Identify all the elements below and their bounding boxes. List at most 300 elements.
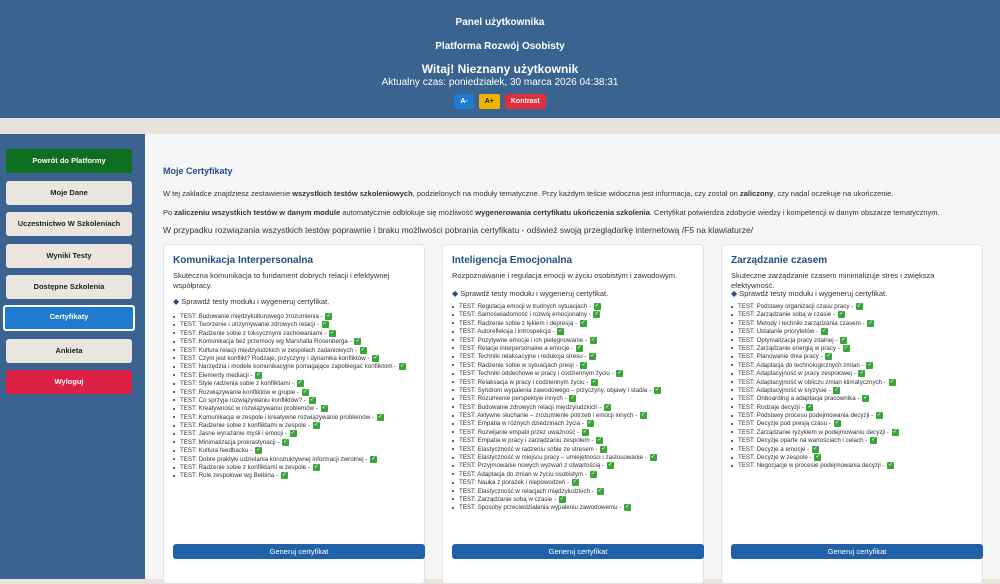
passed-check-icon: ✓ [826,353,832,360]
test-list-item [452,437,661,445]
test-name: TEST: Tworzenie i utrzymywanie zdrowych relacji - [180,321,319,329]
test-name: TEST: Kultura feedbacku - [180,447,253,455]
test-name: TEST: Zarządzanie energią w pracy - [738,345,840,353]
test-name: TEST: Techniki relaksacyjne i redukcja stresu - [459,353,587,361]
test-list-item [452,504,661,512]
passed-check-icon: ✓ [582,428,588,435]
test-list-item [731,420,899,428]
passed-check-icon: ✓ [888,462,894,469]
passed-check-icon: ✓ [838,311,844,318]
bullet-icon [452,381,454,383]
test-name: TEST: Rodzaje decyzji - [738,403,804,411]
card-description: Skuteczna komunikacja to fundament dobrych relacji i efektywnej współpracy. [173,271,390,290]
passed-check-icon: ✓ [843,344,849,351]
intro2-text-d: wygenerowania certyfikatu ukończenia szkolenia [475,208,650,217]
bullet-icon [173,391,175,393]
test-name: TEST: Pozytywne emocje i ich pielęgnowanie - [459,336,587,344]
test-name: TEST: Elementy mediacji - [180,371,253,379]
test-name: TEST: Samoświadomość i rozwój emocjonalny - [459,311,591,319]
passed-check-icon: ✓ [807,403,813,410]
bullet-icon [452,398,454,400]
test-name: TEST: Aktywne słuchanie – zrozumienie potrzeb i emocji innych - [459,412,638,420]
passed-check-icon: ✓ [290,430,296,437]
bullet-icon [173,383,175,385]
intro2-text-a: Po [163,208,175,217]
test-list-item [173,422,406,430]
generate-certificate-button[interactable]: Generuj certyfikat [731,544,983,559]
bullet-icon [452,457,454,459]
check-tests-label [731,289,887,298]
passed-check-icon: ✓ [590,353,596,360]
test-name: TEST: Kultura relacji międzyludzkich w zespołach zadaniowych - [180,346,357,354]
passed-check-icon: ✓ [597,437,603,444]
test-list-item [452,462,661,470]
passed-check-icon: ✓ [594,303,600,309]
test-list-item [173,330,406,338]
passed-check-icon: ✓ [360,346,366,353]
passed-check-icon: ✓ [605,403,611,410]
test-name: TEST: Adaptacja do zmian w życiu osobistym - [459,470,587,478]
passed-check-icon: ✓ [640,412,646,419]
bullet-icon [452,322,454,324]
test-name: TEST: Negocjacje w procesie podejmowania decyzji - [738,462,885,470]
bullet-icon [731,406,733,408]
bullet-icon [452,406,454,408]
test-list-item [173,456,406,464]
test-name: TEST: Dobre praktyki udzielania konstruktywnej informacji zwrotnej - [180,455,368,463]
bullet-icon [173,399,175,401]
bullet-icon [173,475,175,477]
test-name: TEST: Rozwijanie empatii przez uważność - [459,429,580,436]
diamond-icon: ◆ [731,289,738,298]
bullet-icon [731,381,733,383]
bullet-icon [173,366,175,368]
test-name: TEST: Syndrom wypalenia zawodowego – przyczyny, objawy i stadia - [459,387,652,395]
test-name: TEST: Budowanie międzykulturowego zrozumienia - [180,313,323,321]
nav-certificates-button[interactable]: Certyfikaty [3,305,135,331]
passed-check-icon: ✓ [597,487,603,494]
passed-check-icon: ✓ [889,378,895,385]
passed-check-icon: ✓ [590,336,596,343]
test-list-item [731,446,899,454]
bullet-icon [452,507,454,509]
test-list-item [452,328,661,336]
test-name: TEST: Radzenie sobie w sytuacjach presji - [459,361,578,369]
test-list-item [452,496,661,504]
contrast-button[interactable]: Kontrast [505,94,546,109]
diamond-icon: ◆ [173,297,180,306]
bullet-icon [452,482,454,484]
test-name: TEST: Minimalizacja prokrastynacji - [180,439,280,446]
bullet-icon [173,467,175,469]
test-name: TEST: Komunikacja w zespole i kreatywne rozwiązywanie problemów - [180,413,374,421]
panel-title: Panel użytkownika [455,17,545,28]
test-name: TEST: Relaksacja w pracy i codziennym życiu - [459,378,589,386]
test-list-item [452,362,661,370]
bullet-icon [452,448,454,450]
passed-check-icon: ✓ [590,470,596,477]
test-name: TEST: Techniki oddechowe w pracy i codziennym życiu - [459,370,614,378]
bullet-icon [173,374,175,376]
test-list-item [452,370,661,378]
test-list [731,303,899,471]
check-tests-text: Sprawdź testy modułu i wygeneruj certyfikat. [181,297,330,306]
passed-check-icon: ✓ [255,447,261,454]
test-list-item [173,355,406,363]
test-list-item [731,345,899,353]
bullet-icon [173,441,175,443]
passed-check-icon: ✓ [580,319,586,326]
passed-check-icon: ✓ [876,412,882,419]
intro1-text-b: wszystkich testów szkoleniowych [292,189,413,198]
separator-band [0,118,1000,134]
passed-check-icon: ✓ [863,395,869,402]
bullet-icon [452,415,454,417]
check-tests-label [452,289,608,298]
passed-check-icon: ✓ [834,386,840,393]
passed-check-icon: ✓ [373,354,379,361]
bullet-icon [731,389,733,391]
bullet-icon [731,440,733,442]
test-list-item [173,347,406,355]
test-list-item [452,311,661,319]
passed-check-icon: ✓ [400,363,406,370]
bullet-icon [452,490,454,492]
bullet-icon [452,306,454,308]
bullet-icon [173,425,175,427]
passed-check-icon: ✓ [856,303,862,309]
intro2-text-e: . Certyfikat potwierdza zdobycie wiedzy i kompetencji w danym obszarze tematycznym. [649,208,940,217]
bullet-icon [173,349,175,351]
test-list-item [173,464,406,472]
passed-check-icon: ✓ [283,438,289,445]
test-list-item [173,389,406,397]
test-name: TEST: Co sprzyja rozwiązywaniu konfliktów? - [180,397,306,405]
passed-check-icon: ✓ [607,462,613,469]
passed-check-icon: ✓ [654,386,660,393]
passed-check-icon: ✓ [313,464,319,471]
passed-check-icon: ✓ [355,338,361,345]
test-list-item [452,379,661,387]
refresh-note: W przypadku rozwiązania wszystkich testów poprawnie i braku możliwości pobrania certyfikatu - odśwież swoją przeglądarkę internetową /F5 na klawiaturze/ [163,225,754,235]
intro2-text-b: zaliczeniu wszystkich testów w danym module [174,208,341,217]
bullet-icon [452,440,454,442]
bullet-icon [452,314,454,316]
test-name: TEST: Rozwiązywanie konfliktów w grupie - [180,388,299,396]
bullet-icon [173,416,175,418]
bullet-icon [731,415,733,417]
passed-check-icon: ✓ [859,370,865,377]
intro1-text-d: zaliczony [739,189,774,198]
test-list-item [731,395,899,403]
passed-check-icon: ✓ [377,413,383,420]
test-list-item [452,353,661,361]
test-name: TEST: Decyzje pod presją czasu - [738,420,831,428]
passed-check-icon: ✓ [812,445,818,452]
test-list-item [173,313,406,321]
test-name: TEST: Metody i techniki zarządzania czasem - [738,319,865,327]
passed-check-icon: ✓ [834,420,840,427]
test-name: TEST: Planowanie dnia pracy - [738,353,823,361]
intro2-text-c: automatycznie odblokuje się możliwość [340,208,476,217]
test-list-item [173,397,406,405]
test-list-item [731,303,899,311]
certificate-card [721,244,983,584]
bullet-icon [173,433,175,435]
test-name: TEST: Optymalizacja pracy zdalnej - [738,336,838,344]
test-list-item [173,338,406,346]
bullet-icon [731,423,733,425]
bullet-icon [173,332,175,334]
passed-check-icon: ✓ [326,313,332,319]
generate-certificate-button[interactable]: Generuj certyfikat [452,544,704,559]
bullet-icon [452,423,454,425]
test-name: TEST: Radzenie sobie z konfliktami w zespole - [180,464,310,472]
bullet-icon [173,316,175,318]
passed-check-icon: ✓ [321,405,327,412]
welcome-heading: Witaj! Nieznany użytkownik [421,62,579,76]
test-name: TEST: Zarządzanie ryzykiem w podejmowaniu decyzji - [738,429,889,436]
bullet-icon [731,322,733,324]
test-list-item [452,395,661,403]
passed-check-icon: ✓ [650,454,656,461]
passed-check-icon: ✓ [581,361,587,368]
test-name: TEST: Elastyczność w miejscu pracy – umiejętności i zastosowanie - [459,454,647,462]
test-list-item [452,303,661,311]
card-title: Komunikacja Interpersonalna [173,255,314,266]
test-list-item [731,412,899,420]
intro-paragraph-2 [163,208,940,217]
test-list-item [452,488,661,496]
passed-check-icon: ✓ [841,336,847,343]
nav-available-trainings-button[interactable]: Dostępne Szkolenia [6,275,132,299]
check-tests-label [173,297,329,306]
bullet-icon [452,356,454,358]
test-list-item [452,345,661,353]
test-list-item [731,437,899,445]
test-list [173,313,406,481]
passed-check-icon: ✓ [281,472,287,479]
sidebar [0,134,145,579]
bullet-icon [173,341,175,343]
test-name: TEST: Jasne wyrażanie myśli i emocji - [180,430,287,438]
check-tests-text: Sprawdź testy modułu i wygeneruj certyfikat. [739,289,888,298]
card-title: Inteligencja Emocjonalna [452,255,573,266]
test-name: TEST: Adaptacyjność w pracy zespołowej - [738,370,856,378]
bullet-icon [731,339,733,341]
bullet-icon [173,458,175,460]
bullet-icon [731,398,733,400]
generate-certificate-button[interactable]: Generuj certyfikat [173,544,425,559]
intro1-text-a: W tej zakładce znajdziesz zestawienie [163,189,293,198]
font-increase-button[interactable]: A+ [479,94,500,109]
passed-check-icon: ✓ [302,388,308,395]
passed-check-icon: ✓ [297,380,303,387]
test-list-item [173,430,406,438]
passed-check-icon: ✓ [572,479,578,486]
logout-button[interactable]: Wyloguj [6,370,132,394]
test-list-item [452,479,661,487]
nav-training-participation-button[interactable]: Uczestnictwo W Szkoleniach [6,212,132,236]
bullet-icon [452,431,454,433]
passed-check-icon: ✓ [892,428,898,435]
bullet-icon [452,347,454,349]
passed-check-icon: ✓ [871,437,877,444]
diamond-icon: ◆ [452,289,459,298]
test-name: TEST: Autorefleksja i introspekcja - [459,328,555,336]
test-name: TEST: Empatia w pracy i zarządzaniu zespołem - [459,437,594,445]
bullet-icon [452,373,454,375]
certificate-card [163,244,425,584]
test-name: TEST: Elastyczność w radzeniu sobie ze stresem - [459,445,598,453]
bullet-icon [731,306,733,308]
test-name: TEST: Ustalanie priorytetów - [738,328,819,336]
test-list-item [731,320,899,328]
test-list-item [452,446,661,454]
page-title: Moje Certyfikaty [163,166,233,176]
test-name: TEST: Budowanie zdrowych relacji międzyludzkich - [459,403,602,411]
test-list-item [173,447,406,455]
bullet-icon [173,450,175,452]
test-list-item [452,471,661,479]
bullet-icon [731,448,733,450]
platform-title: Platforma Rozwój Osobisty [435,41,565,52]
test-name: TEST: Podstawy procesu podejmowania decyzji - [738,412,874,420]
test-name: TEST: Role zespołowe wg Belbina - [180,472,279,480]
intro1-text-c: , podzielonych na moduły tematyczne. Przy każdym teście widoczna jest informacja, czy został on [412,189,740,198]
test-list-item [731,429,899,437]
bullet-icon [452,389,454,391]
test-name: TEST: Radzenie sobie z toksycznymi zachowaniami - [180,329,327,337]
passed-check-icon: ✓ [867,361,873,368]
test-name: TEST: Decyzje oparte na wartościach i celach - [738,437,868,445]
test-list [452,303,661,513]
bullet-icon [452,364,454,366]
test-list-item [731,387,899,395]
passed-check-icon: ✓ [570,395,576,402]
bullet-icon [173,408,175,410]
passed-check-icon: ✓ [587,420,593,427]
test-name: TEST: Zarządzanie sobą w czasie - [459,496,556,504]
card-description: Rozpoznawanie i regulacja emocji w życiu osobistym i zawodowym. [452,271,678,280]
test-name: TEST: Adaptacyjność w obliczu zmian klimatycznych - [738,378,886,386]
test-list-item [173,439,406,447]
test-list-item [731,454,899,462]
passed-check-icon: ✓ [322,321,328,328]
test-list-item [452,337,661,345]
test-name: TEST: Narzędzia i modele komunikacyjne pomagające zapobiegać konfliktom - [180,363,397,371]
nav-my-data-button[interactable]: Moje Dane [6,181,132,205]
certificate-card [442,244,704,584]
test-list-item [173,363,406,371]
test-name: TEST: Podstawy organizacji czasu pracy - [738,303,854,311]
test-list-item [452,412,661,420]
intro1-text-e: , czy nadal oczekuje na ukończenie. [773,189,894,198]
card-description: Skuteczne zarządzanie czasem minimalizuje stres i zwiększa efektywność. [731,271,935,290]
check-tests-text: Sprawdź testy modułu i wygeneruj certyfikat. [460,289,609,298]
passed-check-icon: ✓ [868,319,874,326]
passed-check-icon: ✓ [576,344,582,351]
bullet-icon [731,331,733,333]
intro-paragraph-1 [163,189,893,198]
bullet-icon [452,339,454,341]
test-name: TEST: Empatia w różnych dziedzinach życia - [459,420,584,428]
bullet-icon [173,324,175,326]
header [0,0,1000,118]
bullet-icon [731,356,733,358]
test-list-item [173,372,406,380]
bullet-icon [731,347,733,349]
test-name: TEST: Regulacja emocji w trudnych sytuacjach - [459,303,592,311]
test-name: TEST: Czym jest konflikt? Rodzaje, przyczyny i dynamika konfliktów - [180,355,370,363]
test-list-item [731,404,899,412]
nav-back-to-platform-button[interactable]: Powrót do Platformy [6,149,132,173]
bullet-icon [731,364,733,366]
bullet-icon [452,465,454,467]
passed-check-icon: ✓ [559,495,565,502]
passed-check-icon: ✓ [371,455,377,462]
test-list-item [173,405,406,413]
test-list-item [452,404,661,412]
passed-check-icon: ✓ [309,396,315,403]
passed-check-icon: ✓ [601,445,607,452]
test-list-item [173,380,406,388]
passed-check-icon: ✓ [815,454,821,461]
passed-check-icon: ✓ [256,371,262,378]
test-name: TEST: Kreatywność w rozwiązywaniu problemów - [180,405,318,413]
test-name: TEST: Przyjmowanie nowych wyzwań z otwartością - [459,462,605,470]
passed-check-icon: ✓ [592,378,598,385]
passed-check-icon: ✓ [558,328,564,335]
accessibility-buttons [0,94,1000,109]
bullet-icon [452,331,454,333]
passed-check-icon: ✓ [313,422,319,429]
test-name: TEST: Adaptacja do technologicznych zmian - [738,361,864,369]
test-list-item [731,337,899,345]
test-name: TEST: Komunikacja bez przemocy wg Marshalla Rosenberga - [180,338,352,346]
test-list-item [731,353,899,361]
test-list-item [452,320,661,328]
passed-check-icon: ✓ [625,504,631,511]
test-list-item [731,379,899,387]
nav-survey-button[interactable]: Ankieta [6,339,132,363]
test-list-item [731,328,899,336]
test-name: TEST: Radzenie sobie z lękiem i depresją - [459,319,577,327]
test-list-item [731,462,899,470]
nav-test-results-button[interactable]: Wyniki Testy [6,244,132,268]
bullet-icon [173,357,175,359]
passed-check-icon: ✓ [594,311,600,318]
test-name: TEST: Decyzje w zespole - [738,454,812,462]
test-name: TEST: Elastyczność w relacjach międzyludzkich - [459,487,594,495]
passed-check-icon: ✓ [329,329,335,336]
test-name: TEST: Rozumienie perspektyw innych - [459,395,567,403]
bullet-icon [731,314,733,316]
test-list-item [731,311,899,319]
current-time: Aktualny czas: poniedziałek, 30 marca 2026 04:38:31 [381,77,619,88]
bullet-icon [452,498,454,500]
test-name: TEST: Onboarding a adaptacja pracownika - [738,395,860,403]
passed-check-icon: ✓ [821,328,827,335]
font-decrease-button[interactable]: A- [454,94,473,109]
test-list-item [452,420,661,428]
test-name: TEST: Style radzenia sobie z konfliktami - [180,380,294,388]
test-name: TEST: Adaptacyjność w kryzysie - [738,387,831,395]
test-name: TEST: Radzenie sobie z konfliktami w zespole - [180,422,310,430]
test-name: TEST: Sposoby przeciwdziałania wypaleniu zawodowemu - [459,504,622,512]
test-name: TEST: Nauka z porażek i niepowodzeń - [459,479,570,487]
passed-check-icon: ✓ [617,370,623,377]
